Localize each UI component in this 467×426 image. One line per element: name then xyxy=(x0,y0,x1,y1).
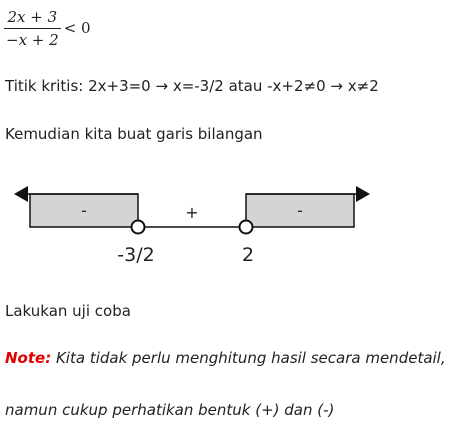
number-line-diagram xyxy=(12,182,372,272)
inequality-expression xyxy=(4,4,91,52)
sign-middle: + xyxy=(185,203,199,222)
note-paragraph xyxy=(5,349,446,367)
open-circle-point-2 xyxy=(240,221,253,234)
open-circle-point-1 xyxy=(132,221,145,234)
point-label-2: 2 xyxy=(241,244,255,266)
number-line-intro: Kemudian kita buat garis bilangan xyxy=(5,125,263,143)
right-arrow-icon xyxy=(356,186,370,202)
left-arrow-icon xyxy=(14,186,28,202)
fraction xyxy=(4,7,61,50)
note-text: Kita tidak perlu menghitung hasil secara mendetail, xyxy=(51,349,446,367)
note-continuation: namun cukup perhatikan bentuk (+) dan (-) xyxy=(5,401,335,419)
inequality-relation: < 0 xyxy=(63,19,91,37)
note-label: Note: xyxy=(5,349,52,367)
fraction-numerator: 2x + 3 xyxy=(7,7,58,26)
fraction-denominator: −x + 2 xyxy=(6,30,59,49)
test-instruction: Lakukan uji coba xyxy=(5,302,131,320)
fraction-bar xyxy=(4,28,61,29)
critical-points-text: Titik kritis: 2x+3=0 → x=-3/2 atau -x+2≠0 → x≠2 xyxy=(5,77,379,95)
sign-right: - xyxy=(297,201,303,220)
sign-left: - xyxy=(81,201,87,220)
point-label-1: -3/2 xyxy=(117,244,155,266)
